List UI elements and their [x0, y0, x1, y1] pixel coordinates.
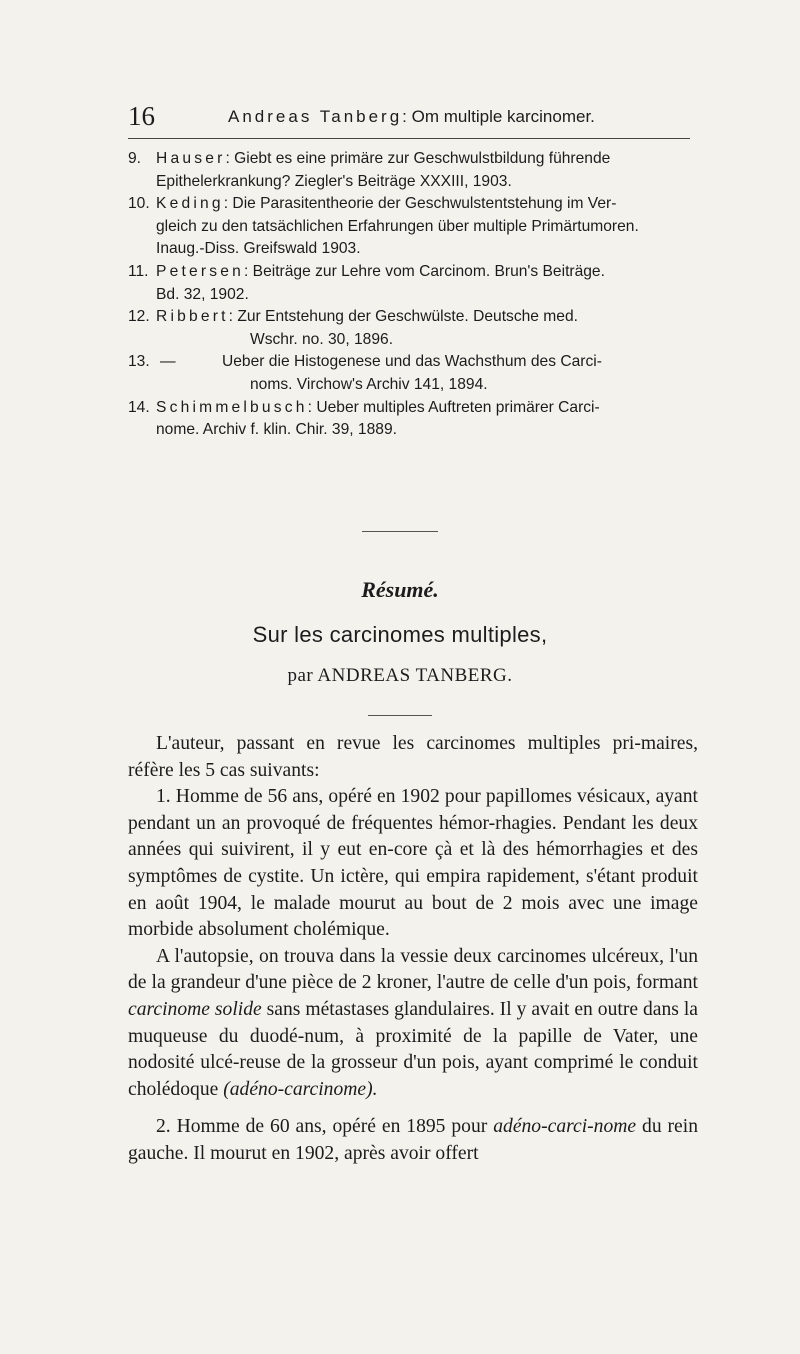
running-head-title: : Om multiple karcinomer. [402, 107, 595, 126]
paragraph-text: du rein gauche. Il mourut en 1902, après avoir offert [128, 1116, 698, 1164]
reference-number: 10. [128, 195, 150, 213]
reference-author-ditto: — [160, 353, 176, 371]
reference-text-cont: noms. Virchow's Archiv 141, 1894. [250, 375, 488, 393]
reference-text-cont: gleich zu den tatsächlichen Erfahrungen über multiple Primärtumoren. [156, 217, 639, 235]
reference-item [128, 306, 696, 351]
reference-author: Petersen [156, 262, 245, 280]
reference-number: 9. [128, 150, 142, 167]
reference-author: Schimmelbusch [156, 398, 308, 416]
reference-text-cont: Inaug.-Diss. Greifswald 1903. [156, 240, 361, 258]
header-rule [128, 138, 690, 139]
reference-number: 14. [128, 398, 150, 416]
reference-text: : Die Parasitentheorie der Geschwulstentstehung im Ver- [223, 195, 617, 213]
section-divider [362, 531, 438, 532]
reference-text: : Giebt es eine primäre zur Geschwulstbildung führende [225, 150, 611, 167]
reference-text-cont: Bd. 32, 1902. [156, 285, 249, 303]
running-head-author: Andreas Tanberg [228, 107, 403, 126]
reference-number: 13. [128, 353, 150, 371]
body-text [128, 731, 698, 1168]
page-header [128, 100, 688, 136]
paragraph-text: A l'autopsie, on trouva dans la vessie deux carcinomes ulcéreux, l'un de la grandeur d'une pièce de 2 kroner, l'autre de celle d'un pois, formant [128, 945, 698, 994]
reference-text: : Beiträge zur Lehre vom Carcinom. Brun's Beiträge. [244, 262, 605, 280]
section-subtitle: Sur les carcinomes multiples, [252, 622, 548, 647]
reference-number: 11. [128, 262, 149, 280]
paragraph-italic: (adéno-carcinome). [223, 1078, 378, 1100]
paragraph: 1. Homme de 56 ans, opéré en 1902 pour papillomes vésicaux, ayant pendant un an provoqué de fréquentes hémor-rhagies. Pendant les deux années qui suivirent, il y eut en-core çà et là des hémorrhagies et des symptômes de cystite. Un ictère, qui empira rapidement, s'étant produit en août 1904, le malade mourut au bout de 2 mois avec une image morbide absolument cholémique. [128, 786, 698, 941]
reference-item [128, 351, 696, 396]
paragraph-italic: carcinome solide [128, 998, 262, 1020]
reference-author: Ribbert [156, 308, 229, 326]
running-head [228, 105, 595, 129]
reference-text: : Ueber multiples Auftreten primärer Carci- [307, 398, 600, 416]
page-number: 16 [128, 101, 155, 131]
paragraph [128, 1114, 698, 1167]
paragraph: L'auteur, passant en revue les carcinomes multiples pri-maires, réfère les 5 cas suivants: [128, 733, 698, 781]
reference-item [128, 261, 696, 306]
reference-author: Hauser [156, 150, 226, 167]
reference-text-cont: Epithelerkrankung? Ziegler's Beiträge XXXIII, 1903. [156, 172, 512, 190]
reference-text: : Zur Entstehung der Geschwülste. Deutsche med. [228, 308, 578, 326]
reference-item [128, 397, 696, 442]
reference-author: Keding [156, 195, 224, 213]
paragraph [128, 944, 698, 1104]
section-title: Résumé. [361, 577, 439, 602]
reference-item [128, 193, 696, 261]
reference-number: 12. [128, 308, 150, 326]
reference-text-cont: nome. Archiv f. klin. Chir. 39, 1889. [156, 421, 397, 439]
paragraph-italic: adéno-carci-nome [493, 1116, 637, 1138]
reference-item [128, 148, 696, 193]
section-byline: par ANDREAS TANBERG. [287, 665, 513, 686]
byline-divider [368, 715, 432, 716]
reference-text: Ueber die Histogenese und das Wachsthum des Carci- [222, 353, 602, 371]
paragraph-text: 2. Homme de 60 ans, opéré en 1895 pour [156, 1116, 494, 1138]
reference-list [128, 148, 696, 442]
reference-text-cont: Wschr. no. 30, 1896. [250, 330, 394, 348]
paragraph-text: sans métastases glandulaires. Il y avait en outre dans la muqueuse du duodé-num, à proximité de la papille de Vater, une nodosité ulcé-reuse de la grosseur d'un pois, ayant comprimé le conduit cholédoque [128, 998, 698, 1100]
